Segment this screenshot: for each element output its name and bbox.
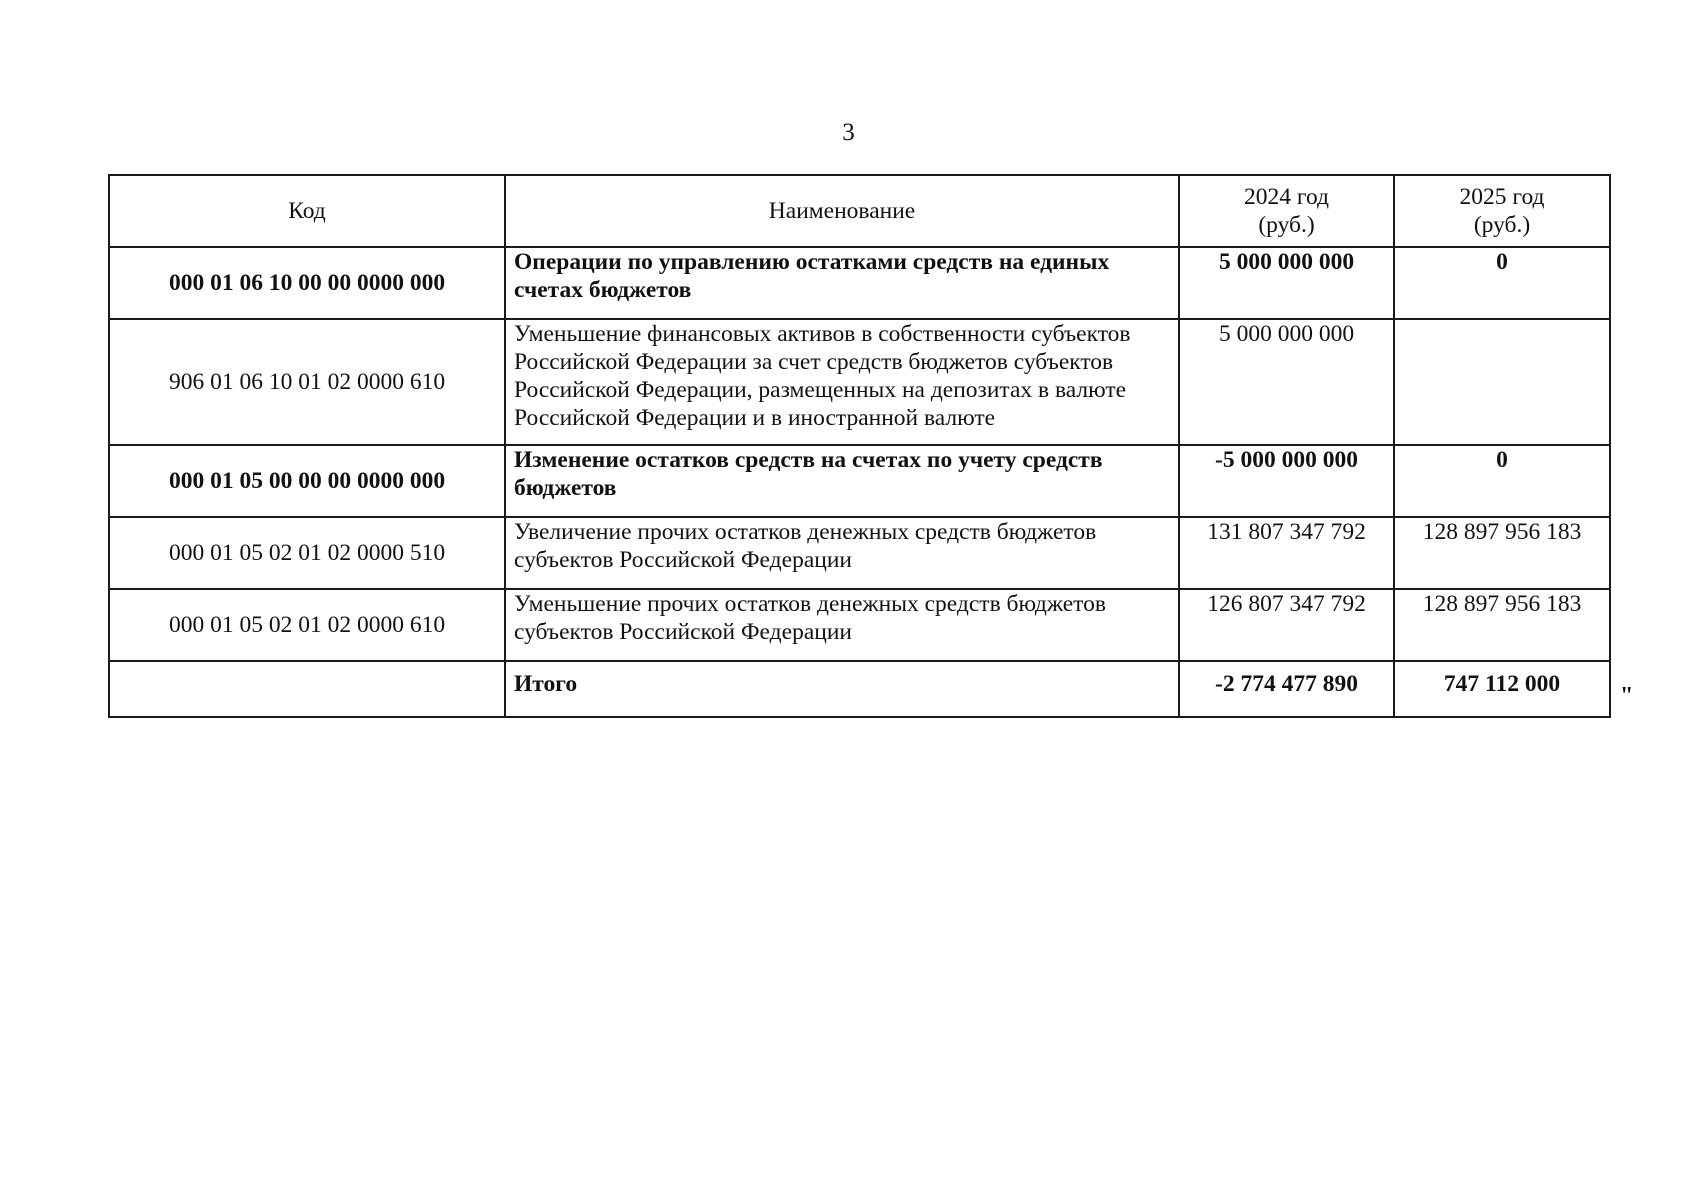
- row-amount-2024: 126 807 347 792: [1179, 589, 1394, 661]
- row-code: 906 01 06 10 01 02 0000 610: [109, 319, 505, 445]
- row-code: 000 01 05 02 01 02 0000 510: [109, 517, 505, 589]
- row-name: Уменьшение прочих остатков денежных средств бюджетов субъектов Российской Федерации: [505, 589, 1179, 661]
- row-amount-2025: 0: [1394, 247, 1610, 319]
- row-code: 000 01 06 10 00 00 0000 000: [109, 247, 505, 319]
- header-year-2025-unit: (руб.): [1473, 212, 1531, 238]
- table-row: [109, 445, 1610, 517]
- row-name: Увеличение прочих остатков денежных средств бюджетов субъектов Российской Федерации: [505, 517, 1179, 589]
- row-name: Изменение остатков средств на счетах по учету средств бюджетов: [505, 445, 1179, 517]
- table-row: [109, 319, 1610, 445]
- total-amount-2025: 747 112 000: [1394, 661, 1610, 717]
- header-year-2025-label: 2025 год: [1459, 184, 1545, 210]
- total-amount-2024: -2 774 477 890: [1179, 661, 1394, 717]
- row-amount-2025: 128 897 956 183: [1394, 517, 1610, 589]
- table-row: [109, 589, 1610, 661]
- header-name: Наименование: [505, 175, 1179, 247]
- closing-quote-mark: ": [1620, 683, 1634, 709]
- row-code: [109, 661, 505, 717]
- page-number: 3: [842, 119, 855, 146]
- table-row: [109, 517, 1610, 589]
- row-amount-2024: 5 000 000 000: [1179, 247, 1394, 319]
- row-amount-2025: [1394, 319, 1610, 445]
- row-amount-2024: 5 000 000 000: [1179, 319, 1394, 445]
- header-year-2024-unit: (руб.): [1258, 212, 1315, 238]
- row-code: 000 01 05 00 00 00 0000 000: [109, 445, 505, 517]
- total-row: [109, 661, 1610, 717]
- table-header-row: [109, 175, 1610, 247]
- row-amount-2024: 131 807 347 792: [1179, 517, 1394, 589]
- row-amount-2024: -5 000 000 000: [1179, 445, 1394, 517]
- row-name: Уменьшение финансовых активов в собственности субъектов Российской Федерации за счет средств бюджетов субъектов Российской Федерации, размещенных на депозитах в валюте Российской Федерации и в иностранной валюте: [505, 319, 1179, 445]
- header-year-2024-label: 2024 год: [1244, 184, 1329, 210]
- total-label: Итого: [505, 661, 1179, 717]
- row-name: Операции по управлению остатками средств на единых счетах бюджетов: [505, 247, 1179, 319]
- header-year-2025: [1394, 175, 1610, 247]
- row-code: 000 01 05 02 01 02 0000 610: [109, 589, 505, 661]
- budget-sources-table: [108, 174, 1611, 718]
- row-amount-2025: 0: [1394, 445, 1610, 517]
- header-year-2024: [1179, 175, 1394, 247]
- header-code: Код: [109, 175, 505, 247]
- table-row: [109, 247, 1610, 319]
- row-amount-2025: 128 897 956 183: [1394, 589, 1610, 661]
